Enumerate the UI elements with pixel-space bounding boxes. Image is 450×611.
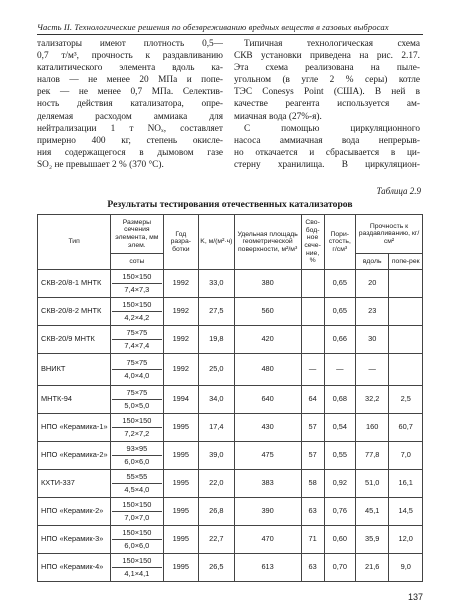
text-line: Эта схема реализована на пыле- — [234, 63, 420, 74]
left-text-column — [37, 38, 223, 171]
cell-type: НПО «Керамик-4» — [38, 554, 111, 582]
header-rule — [37, 34, 423, 35]
text-line: налов — не менее 20 МПа и попе- — [37, 75, 223, 86]
cell-sizes — [111, 414, 163, 442]
table-row — [38, 354, 423, 386]
cell-along: 51,0 — [355, 470, 388, 498]
cell-k: 26,5 — [199, 554, 235, 582]
text-line: качестве реагента используется ам- — [234, 99, 420, 110]
cell-sota: 4,5×4,0 — [124, 485, 150, 494]
table-title: Результаты тестирования отечественных катализаторов — [107, 199, 353, 210]
header-free-section: Сво-бод-ное сече-ние, % — [301, 215, 324, 270]
cell-year: 1995 — [163, 414, 199, 442]
cell-k: 27,5 — [199, 298, 235, 326]
table-row — [38, 386, 423, 414]
cell-sota: 4,2×4,2 — [124, 313, 150, 322]
cell-surface: 383 — [234, 470, 301, 498]
cell-free — [301, 270, 324, 298]
cell-k: 22,7 — [199, 526, 235, 554]
results-table — [37, 214, 423, 582]
cell-elem: 150×150 — [112, 529, 161, 540]
cell-type: НПО «Керамик-3» — [38, 526, 111, 554]
cell-sota: 6,0×6,0 — [124, 541, 150, 550]
header-type: Тип — [38, 215, 111, 270]
text-line: примерно 400 кг, степень окисле- — [37, 135, 223, 146]
header-sizes-label: Размеры сечения элемента, мм — [115, 218, 159, 241]
cell-across — [389, 354, 423, 386]
cell-free: 57 — [301, 442, 324, 470]
cell-sota: 7,0×7,0 — [124, 513, 150, 522]
cell-surface: 480 — [234, 354, 301, 386]
cell-along: 20 — [355, 270, 388, 298]
cell-along: 45,1 — [355, 498, 388, 526]
cell-across: 60,7 — [389, 414, 423, 442]
cell-elem: 150×150 — [112, 501, 161, 512]
cell-surface: 430 — [234, 414, 301, 442]
cell-along: 77,8 — [355, 442, 388, 470]
cell-elem: 75×75 — [112, 359, 161, 370]
cell-k: 17,4 — [199, 414, 235, 442]
cell-sizes — [111, 554, 163, 582]
text-line: ния содержащегося в дымовом газе — [37, 147, 223, 158]
cell-porosity: 0,54 — [324, 414, 355, 442]
text-line: нейтрализации 1 т NOₓ, составляет — [37, 123, 223, 134]
cell-sota: 7,4×7,4 — [124, 341, 150, 350]
cell-year: 1992 — [163, 270, 199, 298]
table-row — [38, 442, 423, 470]
cell-year: 1994 — [163, 386, 199, 414]
table-row — [38, 470, 423, 498]
cell-surface: 380 — [234, 270, 301, 298]
cell-surface: 470 — [234, 526, 301, 554]
cell-along: — — [355, 354, 388, 386]
cell-k: 22,0 — [199, 470, 235, 498]
cell-surface: 390 — [234, 498, 301, 526]
header-elem: элем. — [128, 241, 146, 249]
cell-elem: 150×150 — [112, 417, 161, 428]
cell-sizes — [111, 470, 163, 498]
table-row — [38, 554, 423, 582]
cell-k: 25,0 — [199, 354, 235, 386]
header-surface: Удельная площадь геометрической поверхности, м²/м³ — [234, 215, 301, 270]
header-sota: соты — [111, 254, 163, 270]
cell-type: ВНИКТ — [38, 354, 111, 386]
cell-free: 58 — [301, 470, 324, 498]
cell-elem: 150×150 — [112, 301, 161, 312]
cell-free: 71 — [301, 526, 324, 554]
cell-across: 2,5 — [389, 386, 423, 414]
page-number: 137 — [407, 592, 423, 602]
text-line: ТЭС Conesys Point (США). В ней в — [234, 87, 420, 98]
header-along: вдоль — [355, 254, 388, 270]
text-line: тализаторы имеют плотность 0,5— — [37, 39, 223, 49]
cell-sizes — [111, 326, 163, 354]
text-line: рек — не менее 0,7 МПа. Селектив- — [37, 87, 223, 98]
cell-type: СКВ-20/8-1 МНТК — [38, 270, 111, 298]
cell-free: 63 — [301, 498, 324, 526]
cell-porosity: 0,76 — [324, 498, 355, 526]
cell-sota: 7,4×7,3 — [124, 285, 150, 294]
cell-sizes — [111, 442, 163, 470]
cell-along: 35,9 — [355, 526, 388, 554]
cell-along: 21,6 — [355, 554, 388, 582]
cell-surface: 475 — [234, 442, 301, 470]
right-text-column — [234, 38, 420, 171]
running-header: Часть II. Технологические решения по обезвреживанию вредных веществ в газовых выбросах — [37, 22, 389, 32]
cell-porosity: 0,68 — [324, 386, 355, 414]
header-porosity: Пори-стость, г/см³ — [324, 215, 355, 270]
cell-free: — — [301, 354, 324, 386]
cell-sizes — [111, 526, 163, 554]
cell-elem: 75×75 — [112, 389, 161, 400]
cell-type: СКВ-20/8-2 МНТК — [38, 298, 111, 326]
cell-k: 26,8 — [199, 498, 235, 526]
cell-porosity: 0,65 — [324, 270, 355, 298]
text-line: стерну хранилища. В циркуляцион- — [234, 159, 420, 170]
cell-free — [301, 298, 324, 326]
table-number: Таблица 2.9 — [376, 186, 421, 196]
cell-free: 57 — [301, 414, 324, 442]
cell-type: НПО «Керамик-2» — [38, 498, 111, 526]
cell-year: 1992 — [163, 326, 199, 354]
cell-along: 160 — [355, 414, 388, 442]
cell-elem: 75×75 — [112, 329, 161, 340]
cell-elem: 55×55 — [112, 473, 161, 484]
text-line: деляемая расходом аммиака для — [37, 111, 223, 122]
text-line: миачная вода (27%-я). — [234, 111, 322, 122]
cell-sizes — [111, 354, 163, 386]
cell-free: 64 — [301, 386, 324, 414]
cell-year: 1995 — [163, 498, 199, 526]
cell-porosity: 0,66 — [324, 326, 355, 354]
text-line: СКВ установки приведена на рис. 2.17. — [234, 51, 420, 62]
text-line: С помощью циркуляционного — [244, 123, 420, 134]
cell-elem: 150×150 — [112, 273, 161, 284]
text-line: насоса аммиачная вода непрерыв- — [234, 135, 420, 146]
cell-across — [389, 326, 423, 354]
cell-sota: 5,0×5,0 — [124, 401, 150, 410]
table-row — [38, 526, 423, 554]
cell-free: 63 — [301, 554, 324, 582]
cell-type: НПО «Керамика-1» — [38, 414, 111, 442]
cell-across — [389, 270, 423, 298]
table-row — [38, 298, 423, 326]
cell-year: 1992 — [163, 298, 199, 326]
cell-sizes — [111, 270, 163, 298]
text-line: но откачается и сбрасывается в ци- — [234, 147, 420, 158]
cell-across: 12,0 — [389, 526, 423, 554]
cell-along: 30 — [355, 326, 388, 354]
cell-surface: 640 — [234, 386, 301, 414]
cell-porosity: — — [324, 354, 355, 386]
header-sizes — [111, 215, 163, 254]
cell-porosity: 0,70 — [324, 554, 355, 582]
cell-porosity: 0,92 — [324, 470, 355, 498]
cell-k: 19,8 — [199, 326, 235, 354]
cell-sizes — [111, 498, 163, 526]
cell-across: 14,5 — [389, 498, 423, 526]
cell-k: 34,0 — [199, 386, 235, 414]
cell-porosity: 0,60 — [324, 526, 355, 554]
cell-k: 33,0 — [199, 270, 235, 298]
cell-surface: 420 — [234, 326, 301, 354]
text-line: SO₂ не превышает 2 % (370 °C). — [37, 159, 164, 170]
cell-sota: 6,0×6,0 — [124, 457, 150, 466]
table-row — [38, 498, 423, 526]
cell-sota: 4,1×4,1 — [124, 569, 150, 578]
cell-across — [389, 298, 423, 326]
text-line: 0,7 т/м³, прочность к раздавливанию — [37, 51, 223, 62]
cell-along: 32,2 — [355, 386, 388, 414]
table-row — [38, 326, 423, 354]
cell-type: МНТК-94 — [38, 386, 111, 414]
cell-year: 1995 — [163, 554, 199, 582]
text-line: Типичная технологическая схема — [244, 39, 420, 49]
table-row — [38, 414, 423, 442]
cell-porosity: 0,65 — [324, 298, 355, 326]
cell-surface: 613 — [234, 554, 301, 582]
cell-type: СКВ-20/9 МНТК — [38, 326, 111, 354]
cell-across: 7,0 — [389, 442, 423, 470]
cell-surface: 560 — [234, 298, 301, 326]
cell-k: 39,0 — [199, 442, 235, 470]
cell-sizes — [111, 386, 163, 414]
header-year: Год разра-ботки — [163, 215, 199, 270]
cell-across: 9,0 — [389, 554, 423, 582]
cell-sota: 7,2×7,2 — [124, 429, 150, 438]
cell-elem: 150×150 — [112, 557, 161, 568]
text-line: угольном (в угле 2 % серы) котле — [234, 75, 420, 86]
text-line: каталитического элемента вдоль ка- — [37, 63, 223, 74]
cell-elem: 93×95 — [112, 445, 161, 456]
header-across: попе-рек — [389, 254, 423, 270]
text-line: ность действия катализатора, опре- — [37, 99, 223, 110]
cell-across: 16,1 — [389, 470, 423, 498]
cell-type: КХТИ-337 — [38, 470, 111, 498]
table-row — [38, 270, 423, 298]
cell-year: 1995 — [163, 442, 199, 470]
cell-type: НПО «Керамика-2» — [38, 442, 111, 470]
cell-year: 1995 — [163, 526, 199, 554]
cell-year: 1995 — [163, 470, 199, 498]
cell-sota: 4,0×4,0 — [124, 371, 150, 380]
header-k: K, м/(м²·ч) — [199, 215, 235, 270]
cell-porosity: 0,55 — [324, 442, 355, 470]
header-strength: Прочность к раздавливанию, кг/см² — [355, 215, 422, 254]
cell-free — [301, 326, 324, 354]
cell-sizes — [111, 298, 163, 326]
cell-year: 1992 — [163, 354, 199, 386]
cell-along: 23 — [355, 298, 388, 326]
